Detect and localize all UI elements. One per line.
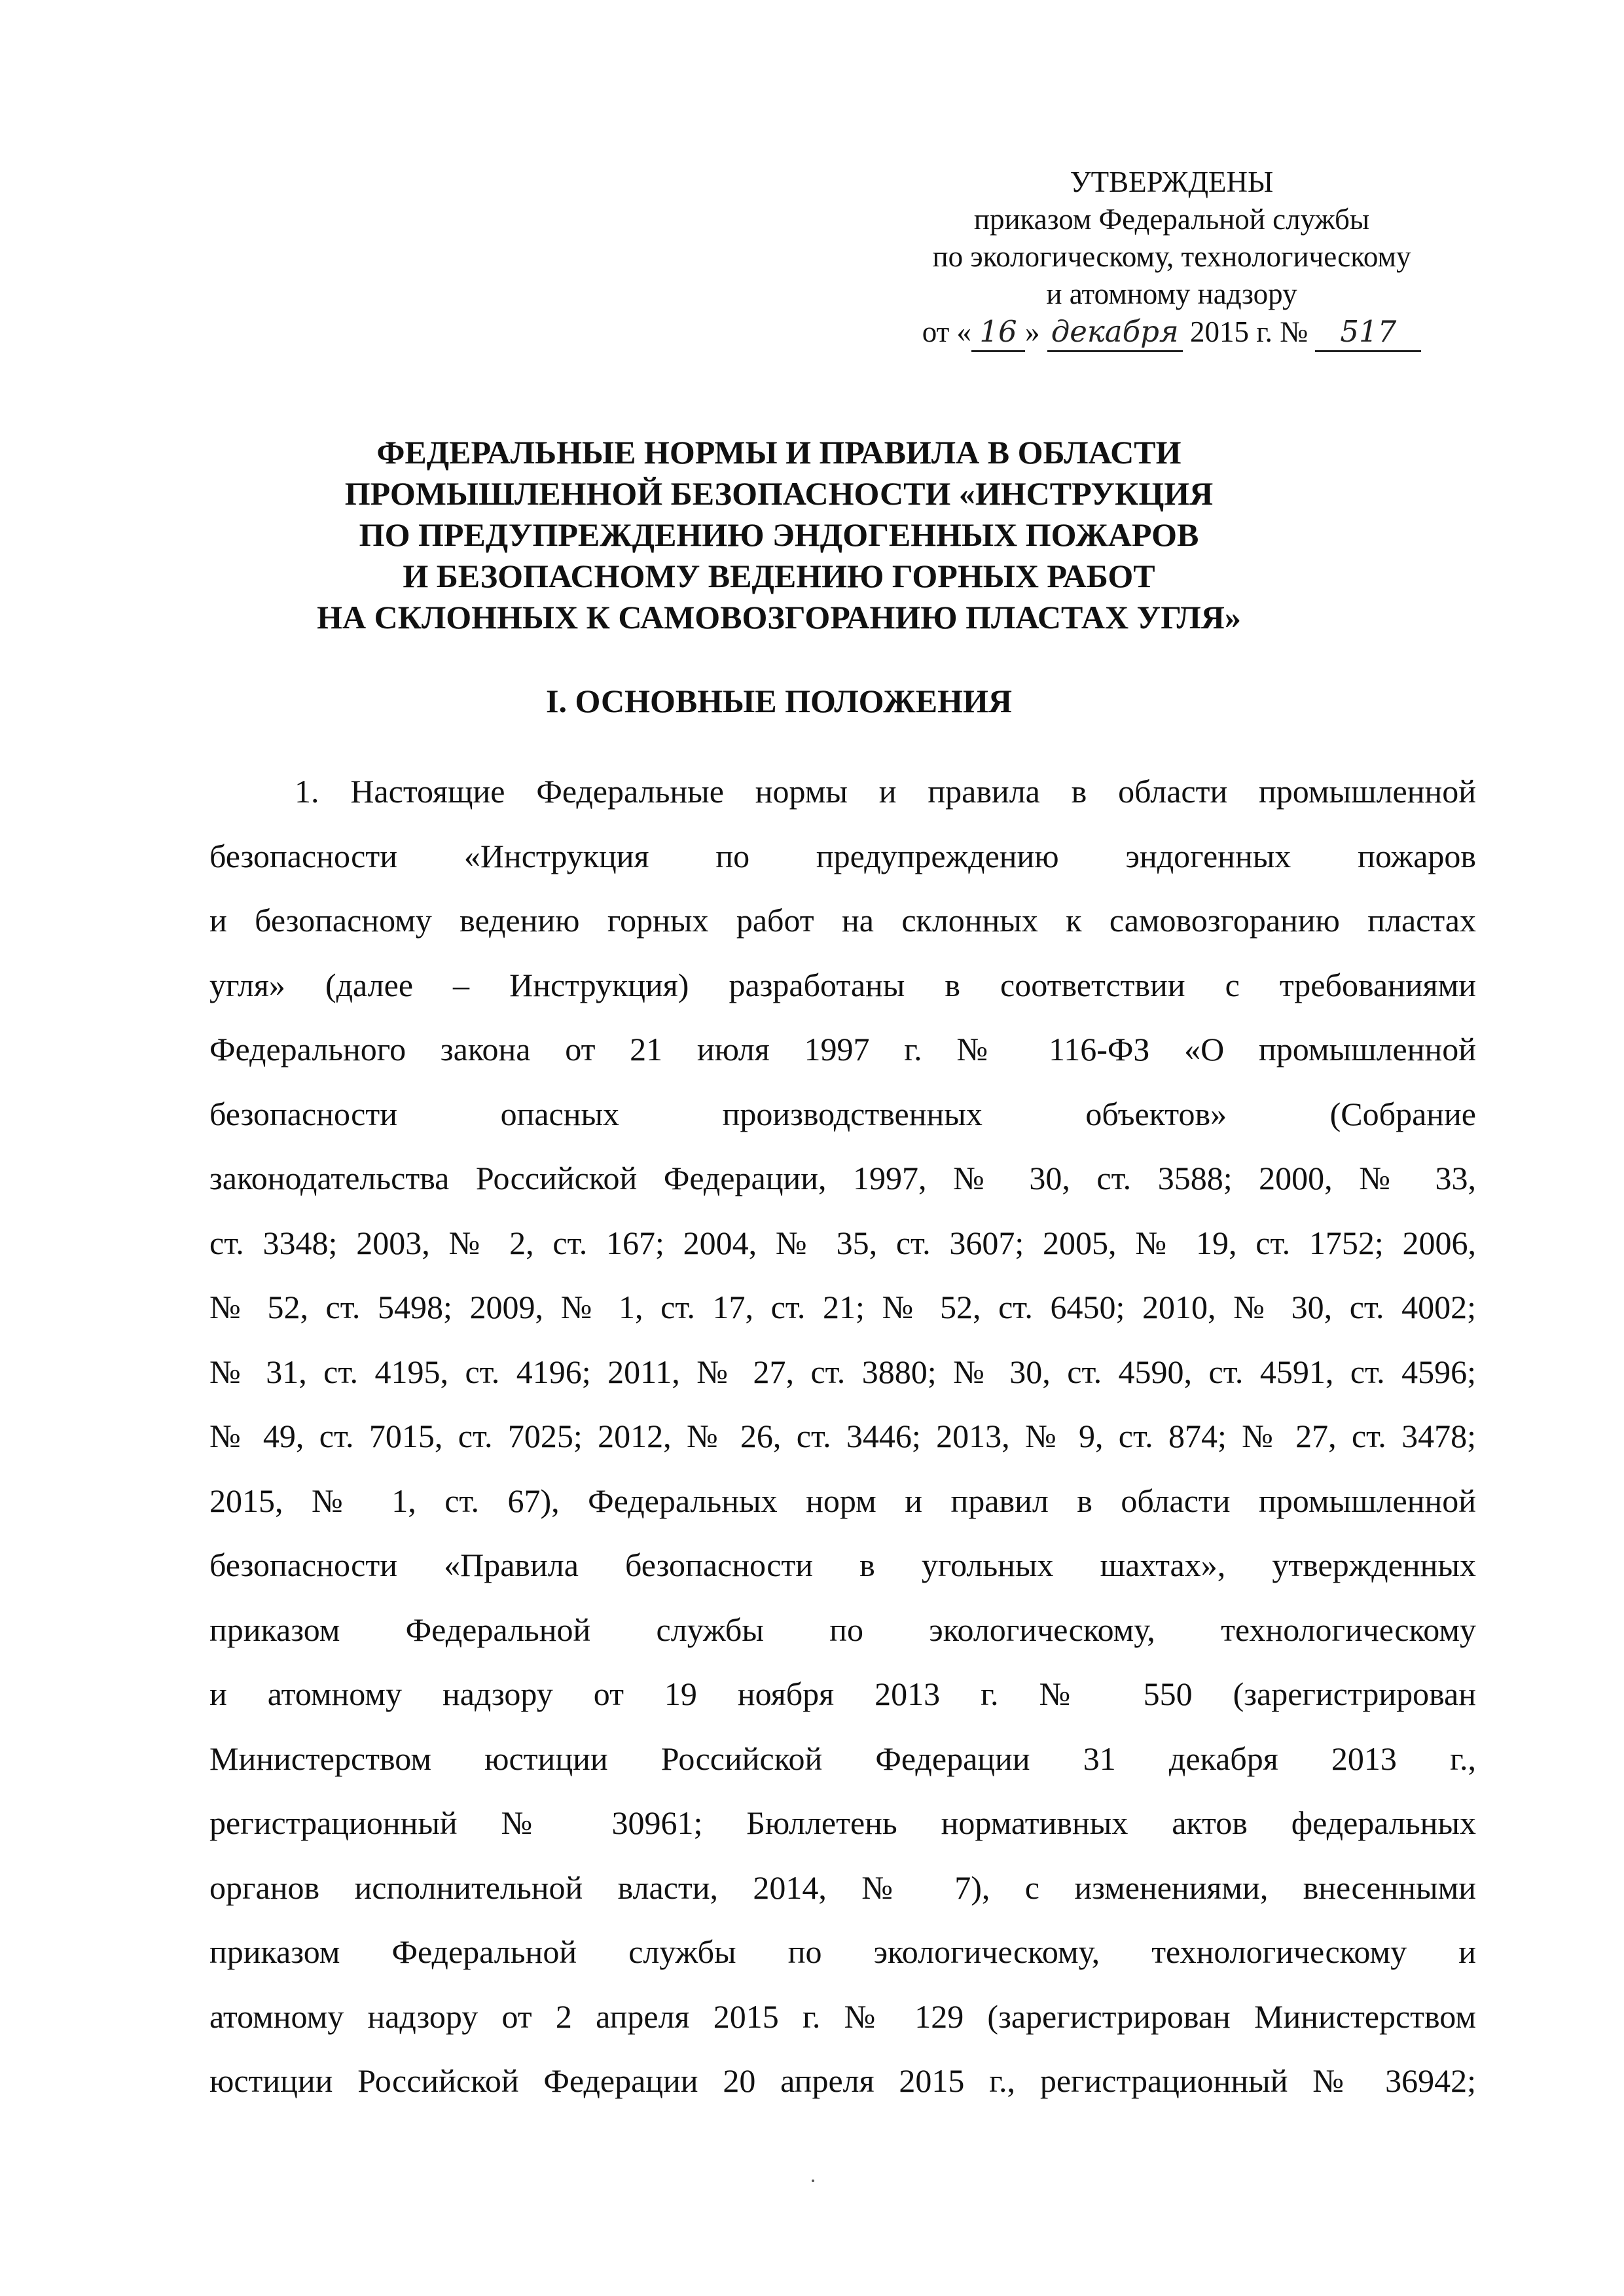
text-line: угля» (далее – Инструкция) разработаны в соответствии с требованиями	[209, 966, 1476, 1003]
approval-date-line	[871, 313, 1473, 352]
text-line: приказом Федеральной службы по экологическому, технологическому и	[209, 1933, 1476, 1970]
paragraph-1	[209, 759, 1476, 2113]
section-heading: I. ОСНОВНЫЕ ПОЛОЖЕНИЯ	[546, 683, 1012, 719]
title-line-2: ПРОМЫШЛЕННОЙ БЕЗОПАСНОСТИ «ИНСТРУКЦИЯ	[344, 475, 1214, 512]
title-line-1: ФЕДЕРАЛЬНЫЕ НОРМЫ И ПРАВИЛА В ОБЛАСТИ	[376, 434, 1182, 471]
text-line: юстиции Российской Федерации 20 апреля 2015 г., регистрационный № 36942;	[209, 2062, 1476, 2099]
text-line: безопасности «Инструкция по предупреждению эндогенных пожаров	[209, 837, 1476, 874]
title-line-4: И БЕЗОПАСНОМУ ВЕДЕНИЮ ГОРНЫХ РАБОТ	[403, 558, 1155, 594]
handwritten-day: 16	[971, 313, 1025, 352]
title-line-3: ПО ПРЕДУПРЕЖДЕНИЮ ЭНДОГЕННЫХ ПОЖАРОВ	[359, 516, 1199, 553]
text-line: безопасности «Правила безопасности в угольных шахтах», утвержденных	[209, 1547, 1476, 1583]
text-line: и атомному надзору от 19 ноября 2013 г. № 550 (зарегистрирован	[209, 1676, 1476, 1712]
text-line: регистрационный № 30961; Бюллетень нормативных актов федеральных	[209, 1804, 1476, 1841]
text-line: Министерством юстиции Российской Федерации 31 декабря 2013 г.,	[209, 1740, 1476, 1777]
text-line: Федерального закона от 21 июля 1997 г. № 116-ФЗ «О промышленной	[209, 1031, 1476, 1067]
scan-dot	[812, 2179, 814, 2182]
approval-line-3: по экологическому, технологическому	[932, 240, 1411, 273]
text-line: и безопасному ведению горных работ на склонных к самовозгоранию пластах	[209, 902, 1476, 939]
approval-block	[871, 164, 1473, 352]
text-line: законодательства Российской Федерации, 1997, № 30, ст. 3588; 2000, № 33,	[209, 1160, 1476, 1196]
text-line: 1. Настоящие Федеральные нормы и правила в области промышленной	[295, 773, 1476, 810]
date-year: 2015 г. №	[1189, 315, 1308, 348]
handwritten-month: декабря	[1047, 313, 1183, 352]
text-line: приказом Федеральной службы по экологическому, технологическому	[209, 1611, 1476, 1648]
text-line: № 49, ст. 7015, ст. 7025; 2012, № 26, ст. 3446; 2013, № 9, ст. 874; № 27, ст. 3478;	[209, 1418, 1476, 1454]
document-title	[216, 432, 1342, 638]
approval-heading: УТВЕРЖДЕНЫ	[1070, 166, 1274, 198]
text-line: органов исполнительной власти, 2014, № 7), с изменениями, внесенными	[209, 1869, 1476, 1906]
text-line: № 52, ст. 5498; 2009, № 1, ст. 17, ст. 21; № 52, ст. 6450; 2010, № 30, ст. 4002;	[209, 1289, 1476, 1325]
text-line: 2015, № 1, ст. 67), Федеральных норм и правил в области промышленной	[209, 1482, 1476, 1519]
title-line-5: НА СКЛОННЫХ К САМОВОЗГОРАНИЮ ПЛАСТАХ УГЛЯ»	[317, 599, 1241, 636]
text-line: № 31, ст. 4195, ст. 4196; 2011, № 27, ст. 3880; № 30, ст. 4590, ст. 4591, ст. 4596;	[209, 1353, 1476, 1390]
text-line: атомному надзору от 2 апреля 2015 г. № 129 (зарегистрирован Министерством	[209, 1998, 1476, 2035]
approval-line-2: приказом Федеральной службы	[973, 203, 1370, 236]
text-line: ст. 3348; 2003, № 2, ст. 167; 2004, № 35, ст. 3607; 2005, № 19, ст. 1752; 2006,	[209, 1224, 1476, 1261]
approval-line-4: и атомному надзору	[1046, 278, 1297, 310]
date-quote-close: »	[1025, 315, 1040, 348]
text-line: безопасности опасных производственных объектов» (Собрание	[209, 1095, 1476, 1132]
handwritten-order-number: 517	[1315, 313, 1421, 352]
date-prefix: от «	[922, 315, 972, 348]
